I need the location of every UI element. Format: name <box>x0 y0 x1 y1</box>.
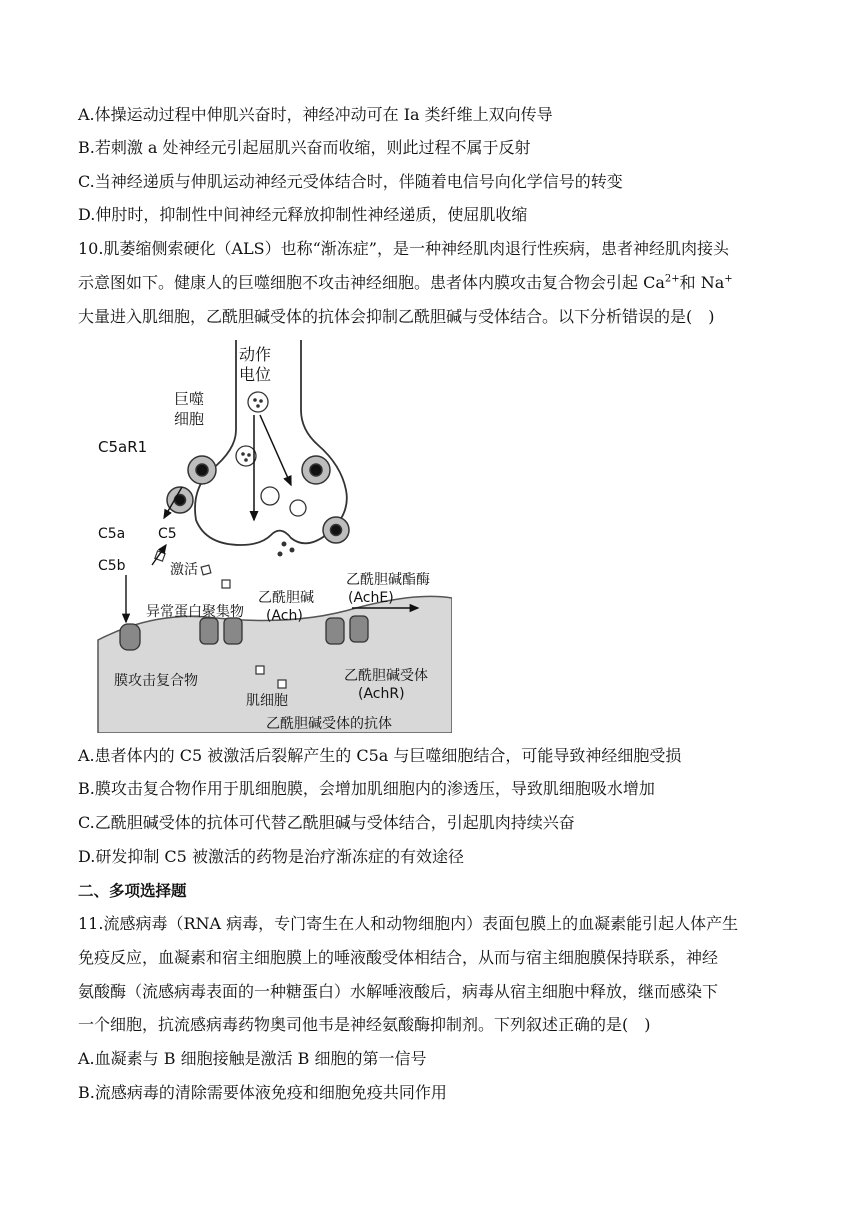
label-ach: 乙酰胆碱 <box>258 590 314 606</box>
label-achr: 乙酰胆碱受体 <box>344 668 428 684</box>
q11-stem-line3: 氨酸酶（流感病毒表面的一种糖蛋白）水解唾液酸后，病毒从宿主细胞中释放，继而感染下 <box>78 982 719 1001</box>
als-neuromuscular-junction-figure <box>96 340 452 733</box>
q11-option-a: A.血凝素与 B 细胞接触是激活 B 细胞的第一信号 <box>78 1049 427 1068</box>
label-achr-antibody: 乙酰胆碱受体的抗体 <box>266 716 392 732</box>
label-action-potential: 动作 <box>239 345 272 364</box>
q10-option-b: B.膜攻击复合物作用于肌细胞膜，会增加肌细胞内的渗透压，导致肌细胞吸水增加 <box>78 779 655 798</box>
q9-option-b: B.若刺激 a 处神经元引起屈肌兴奋而收缩，则此过程不属于反射 <box>78 138 531 157</box>
label-mac-complex: 膜攻击复合物 <box>114 673 198 689</box>
q9-option-c: C.当神经递质与伸肌运动神经元受体结合时，伴随着电信号向化学信号的转变 <box>78 172 623 191</box>
svg-text:(AchR): (AchR) <box>358 686 405 702</box>
q11-stem-line2: 免疫反应，血凝素和宿主细胞膜上的唾液酸受体相结合，从而与宿主细胞膜保持联系，神经 <box>78 948 719 967</box>
released-ach <box>278 542 295 557</box>
label-c5b: C5b <box>98 558 126 574</box>
q10-option-a: A.患者体内的 C5 被激活后裂解产生的 C5a 与巨噬细胞结合，可能导致神经细胞受损 <box>78 746 682 765</box>
label-muscle-cell: 肌细胞 <box>246 693 288 709</box>
svg-text:(AchE): (AchE) <box>348 590 394 606</box>
label-c5: C5 <box>158 526 177 542</box>
svg-text:电位: 电位 <box>239 365 272 384</box>
label-c5ar1: C5aR1 <box>98 438 148 456</box>
q10-stem-line3: 大量进入肌细胞，乙酰胆碱受体的抗体会抑制乙酰胆碱与受体结合。以下分析错误的是( ) <box>78 307 715 326</box>
q10-option-d: D.研发抑制 C5 被激活的药物是治疗渐冻症的有效途径 <box>78 847 464 866</box>
svg-text:(Ach): (Ach) <box>266 608 303 624</box>
q11-stem-line4: 一个细胞，抗流感病毒药物奥司他韦是神经氨酸酶抑制剂。下列叙述正确的是( ) <box>78 1015 651 1034</box>
label-c5a: C5a <box>98 526 126 542</box>
q10-stem-line2: 示意图如下。健康人的巨噬细胞不攻击神经细胞。患者体内膜攻击复合物会引起 $Ca^{2+}$和 Na+ <box>78 273 733 292</box>
q9-option-d: D.伸肘时，抑制性中间神经元释放抑制性神经递质，使屈肌收缩 <box>78 205 528 224</box>
q10-stem-line1: 10.肌萎缩侧索硬化（ALS）也称“渐冻症”，是一种神经肌肉退行性疾病，患者神经肌肉接头 <box>78 239 729 258</box>
section-heading: 二、多项选择题 <box>78 882 187 900</box>
q9-option-a: A.体操运动过程中伸肌兴奋时，神经冲动可在 Ia 类纤维上双向传导 <box>78 105 553 124</box>
label-ache: 乙酰胆碱酯酶 <box>346 572 430 588</box>
q11-option-b: B.流感病毒的清除需要体液免疫和细胞免疫共同作用 <box>78 1083 447 1102</box>
label-macrophage: 巨噬 <box>174 390 205 408</box>
label-activate: 激活 <box>170 562 198 578</box>
svg-text:细胞: 细胞 <box>174 410 205 428</box>
q10-option-c: C.乙酰胆碱受体的抗体可代替乙酰胆碱与受体结合，引起肌肉持续兴奋 <box>78 813 575 832</box>
label-abnormal-aggregate: 异常蛋白聚集物 <box>146 604 244 620</box>
q11-stem-line1: 11.流感病毒（RNA 病毒，专门寄生在人和动物细胞内）表面包膜上的血凝素能引起人体产生 <box>78 914 739 933</box>
